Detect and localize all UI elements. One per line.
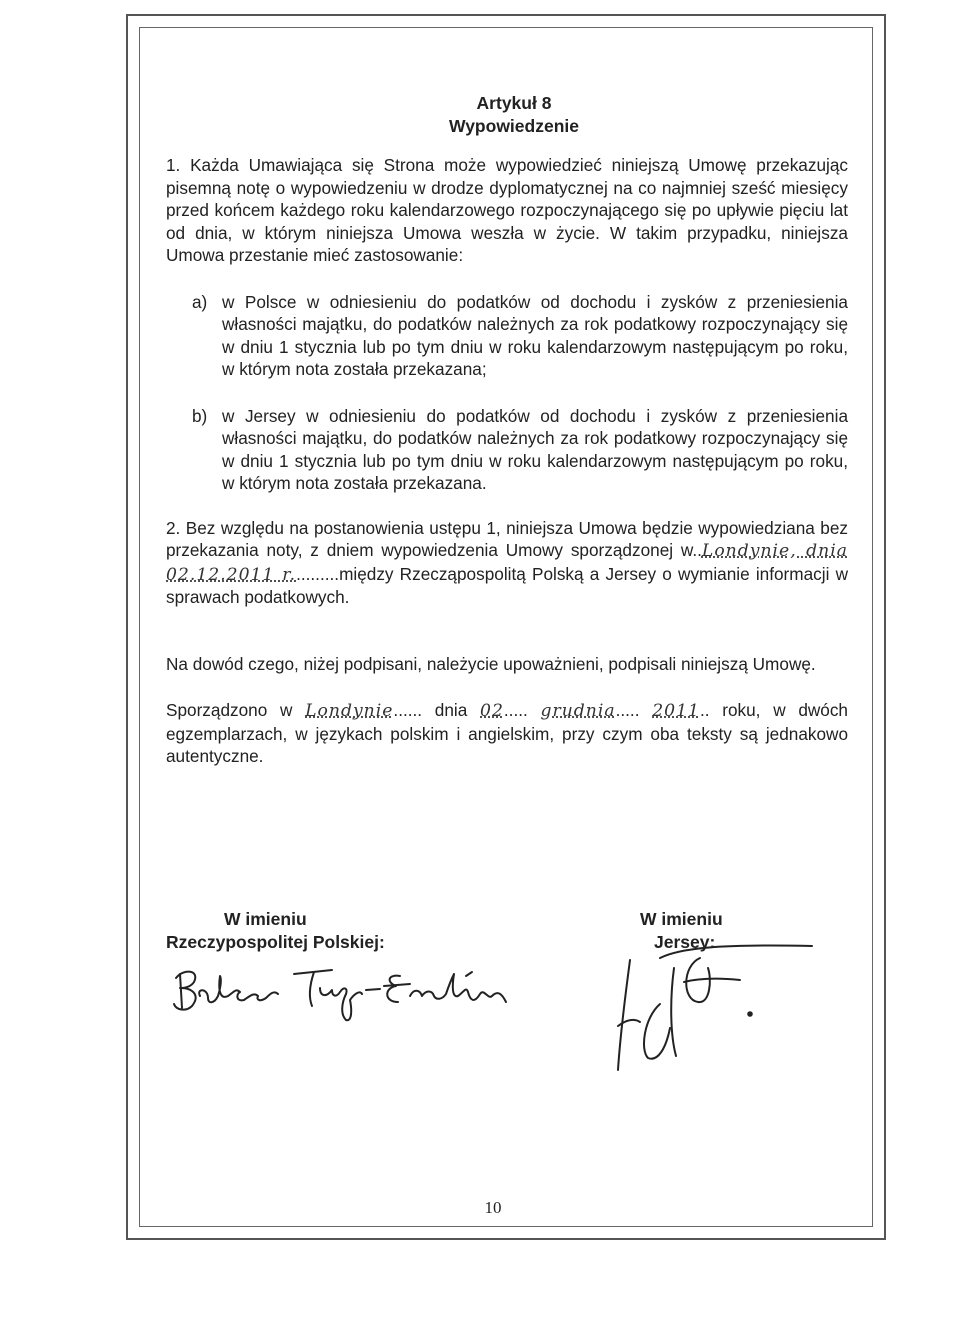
list-item-a-label: a) bbox=[192, 291, 208, 312]
signing-rest: w dwóch egzemplarzach, w językach polskim i angielskim, przy czym oba teksty są jednakowo autentyczne. bbox=[166, 700, 848, 766]
paragraph-2: 2. Bez względu na postanowienia ustępu 1, niniejsza Umowa będzie wypowiedziana bez przekazania noty, z dniem wypowiedzenia Umowy sporządzonej w..Londynie, dnia 02.12.2011 r..........między Rzecząpospolitą Polską a Jersey o wymianie informacji w sprawach podatkowych. bbox=[166, 517, 848, 607]
paragraph-1: 1. Każda Umawiająca się Strona może wypowiedzieć niniejszą Umowę przekazując pisemną notę o wypowiedzeniu w drodze dyplomatycznej na co najmniej sześć miesięcy przed końcem każdego roku kalendarzowego rozpoczynającego się po upływie pięciu lat od dnia, w którym niniejsza Umowa weszła w życie. W takim przypadku, niniejsza Umowa przestanie mieć zastosowanie: bbox=[166, 155, 848, 265]
list-item-a-text: w Polsce w odniesieniu do podatków od dochodu i zysków z przeniesienia własności majątku, do podatków należnych za rok podatkowy rozpoczynający się w dniu 1 stycznia lub po tym dniu w roku kalendarzowym następującym po roku, w którym nota została przekazana; bbox=[222, 291, 848, 379]
list-item-b bbox=[166, 405, 848, 495]
handwritten-month: grudnia bbox=[540, 701, 616, 721]
paragraph-2-after: między Rzecząpospolitą Polską a Jersey o wymianie informacji w sprawach podatkowych. bbox=[166, 563, 848, 607]
article-title: Wypowiedzenie bbox=[449, 116, 579, 136]
paragraph-2-before: 2. Bez względu na postanowienia ustępu 1, niniejsza Umowa będzie wypowiedziana bez przekazania noty, z dniem wypowiedzenia Umowy sporządzonej w bbox=[166, 517, 848, 560]
signing-roku-label: roku, bbox=[722, 700, 761, 720]
signature-jersey bbox=[600, 938, 830, 1078]
handwritten-day: 02 bbox=[480, 701, 504, 721]
handwritten-place: Londynie bbox=[305, 701, 394, 721]
signatory-poland-line1: W imieniu bbox=[224, 909, 307, 929]
signature-poland bbox=[170, 960, 510, 1030]
signatory-jersey-line2: Jersey: bbox=[654, 932, 716, 952]
list-item-b-label: b) bbox=[192, 405, 208, 426]
handwritten-place-date: Londynie, dnia 02.12.2011 r. bbox=[166, 541, 848, 585]
document-body bbox=[166, 92, 848, 768]
signing-dnia-label: dnia bbox=[434, 700, 468, 720]
signing-prefix: Sporządzono w bbox=[166, 700, 293, 720]
signatory-poland bbox=[166, 908, 385, 954]
witness-clause: Na dowód czego, niżej podpisani, należycie upoważnieni, podpisali niniejszą Umowę. bbox=[166, 653, 816, 674]
article-number: Artykuł 8 bbox=[476, 93, 552, 113]
list-item-a bbox=[166, 291, 848, 381]
signing-clause: Sporządzono w Londynie...... dnia 02..... grudnia..... 2011.. roku, w dwóch egzemplarzach, w językach polskim i angielskim, przy czym oba teksty są jednakowo autentyczne. bbox=[166, 700, 848, 766]
signatory-jersey-line1: W imieniu bbox=[640, 909, 723, 929]
signatory-poland-line2: Rzeczypospolitej Polskiej: bbox=[166, 932, 385, 952]
handwritten-year: 2011 bbox=[652, 701, 700, 721]
list-item-b-text: w Jersey w odniesieniu do podatków od dochodu i zysków z przeniesienia własności majątku, do podatków należnych za rok podatkowy rozpoczynający się w dniu 1 stycznia lub po tym dniu w roku kalendarzowym następującym po roku, w którym nota została przekazana. bbox=[222, 405, 848, 493]
page-number: 10 bbox=[484, 1198, 502, 1217]
